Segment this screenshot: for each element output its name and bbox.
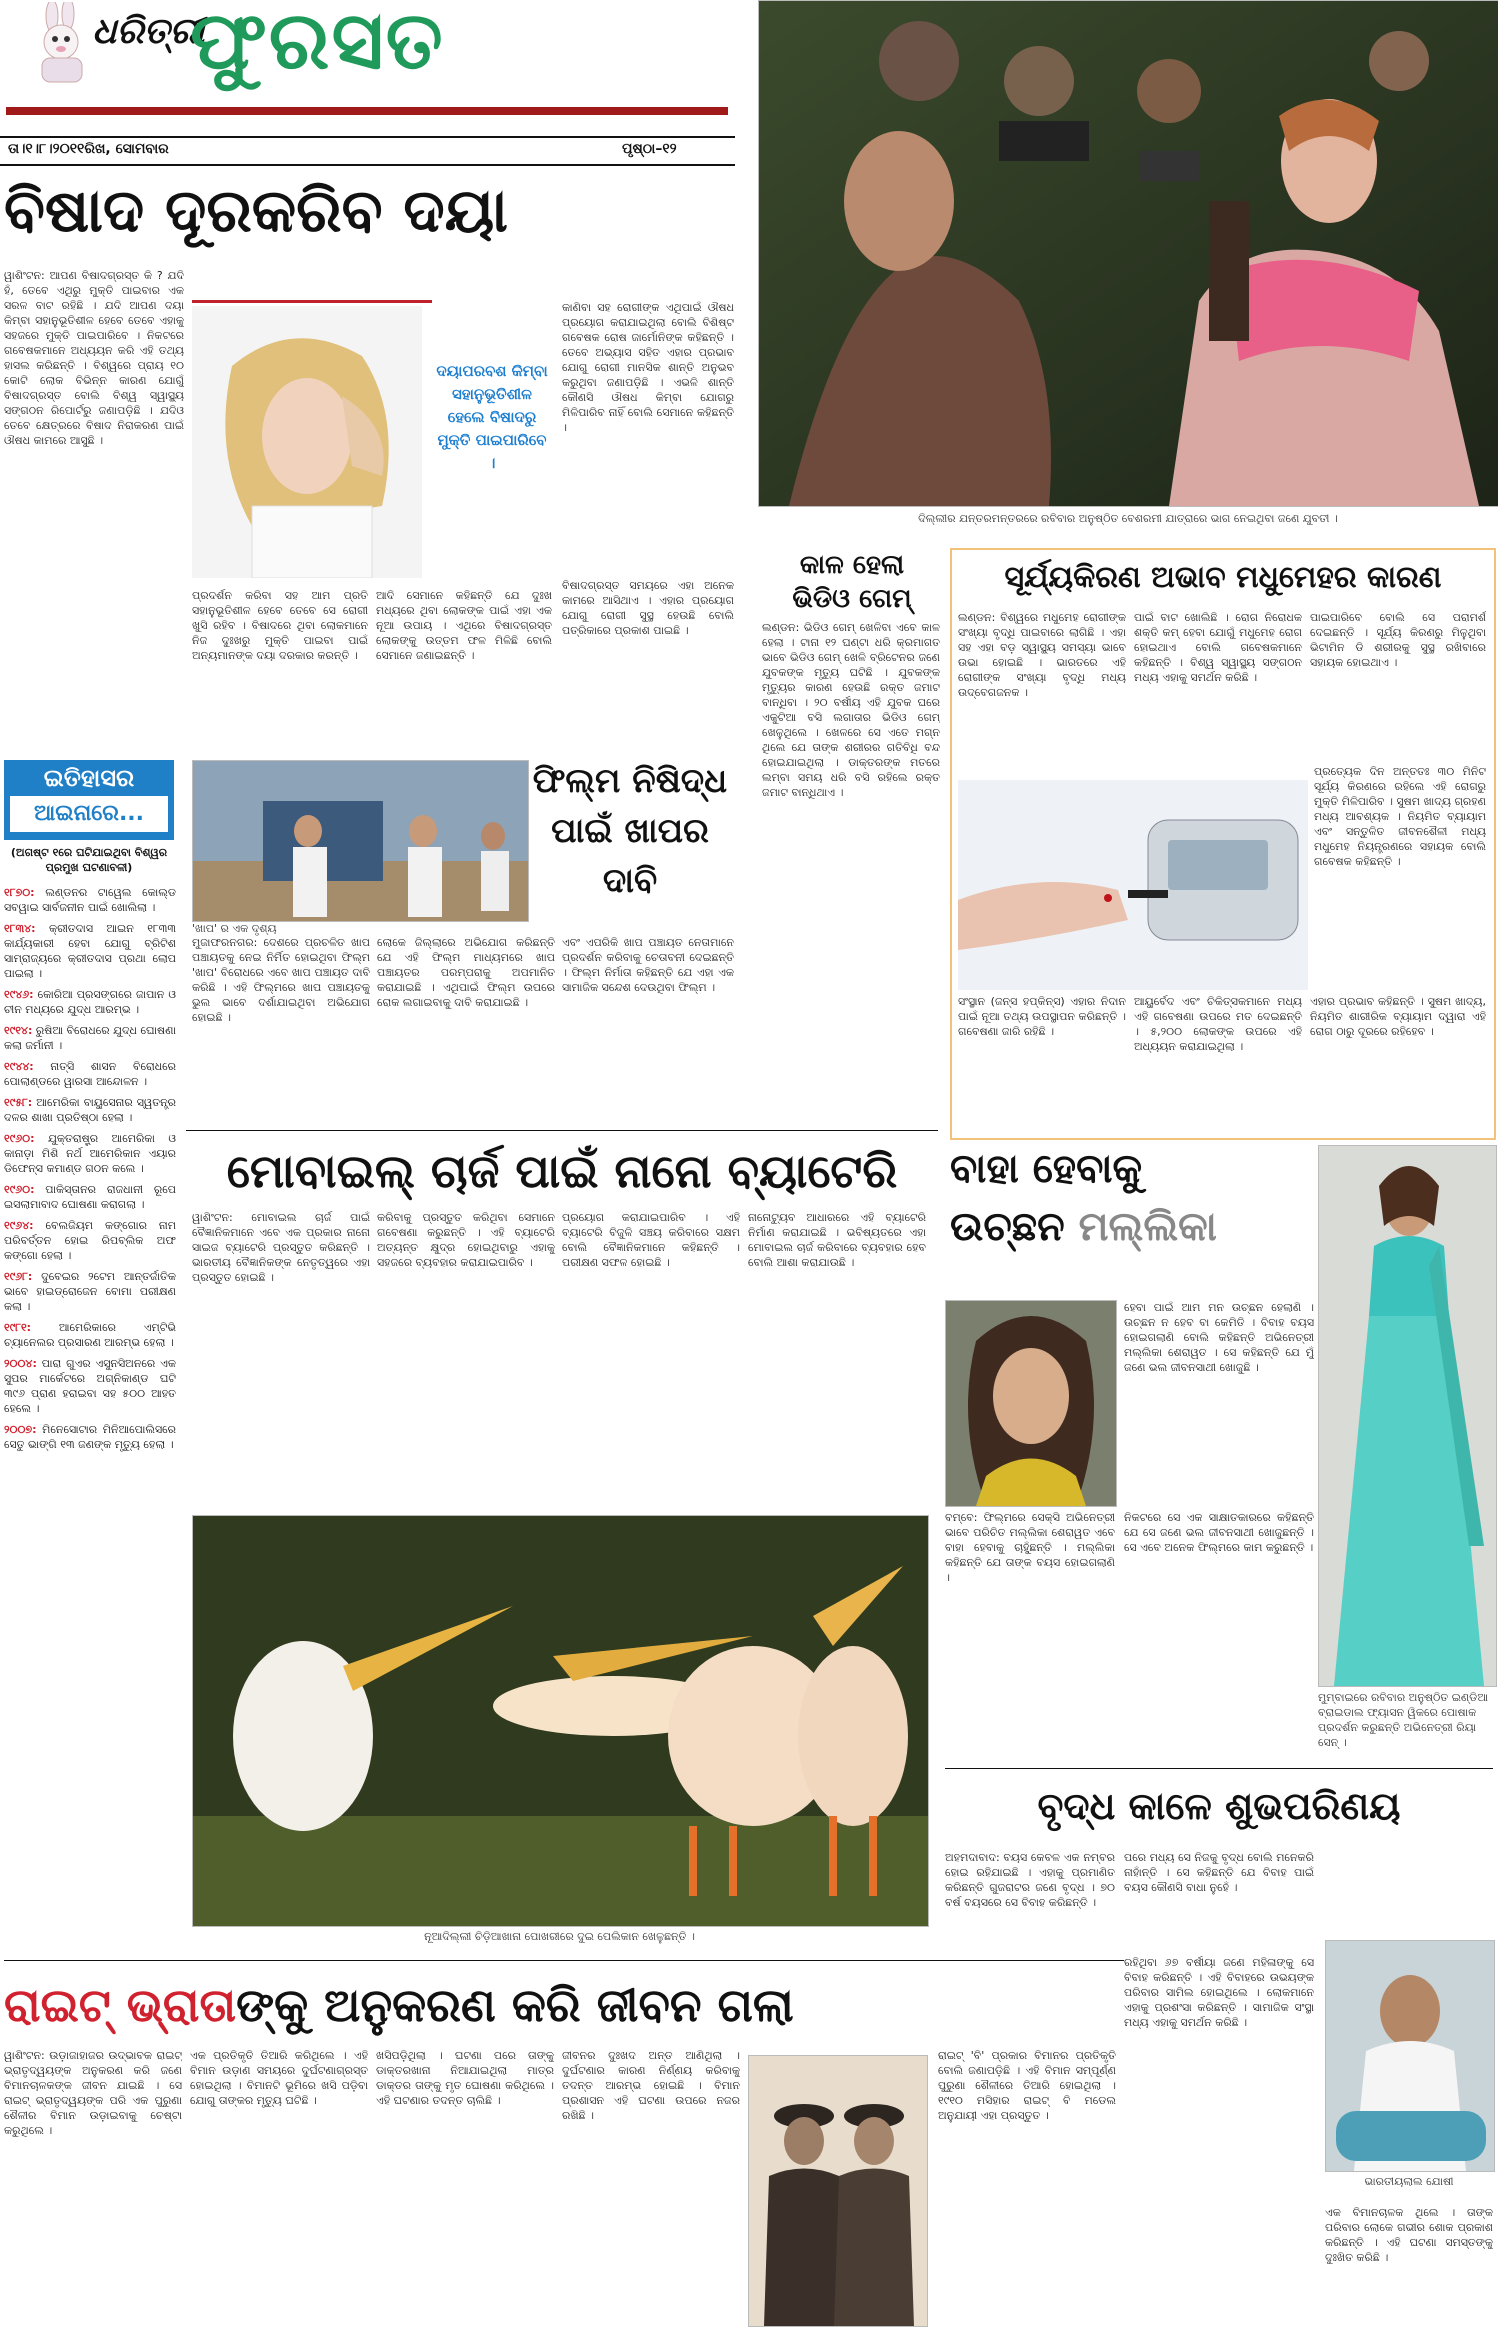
depression-red-rule	[192, 300, 432, 303]
wright-col3: ଖସିପଡ଼ିଥିଲା । ଘଟଣା ପରେ ତାଙ୍କୁ ଡାକ୍ତରଖାନା ନିଆଯାଇଥିଲା ମାତ୍ର ଡାକ୍ତର ତାଙ୍କୁ ମୃତ ଘୋଷଣା କରିଥିଲେ । ଏହି ଘଟଣାର ତଦନ୍ତ ଚାଲିଛି ।	[376, 2049, 554, 2107]
history-subtitle: (ଅଗଷ୍ଟ ୧ରେ ଘଟିଯାଇଥିବା ବିଶ୍ୱର ପ୍ରମୁଖ ଘଟଣାବଳୀ)	[10, 846, 168, 874]
mallika-headline-line2	[950, 1198, 1320, 1256]
film-col2: ଲୋକେ ଜିଲ୍ଲାରେ ଅଭିଯୋଗ କରିଛନ୍ତି ଯେ ଏହି ଫିଲ୍ମ ମାଧ୍ୟମରେ ଖାପ ପଞ୍ଚାୟତର ପରମ୍ପରାକୁ ଅପମାନିତ କରାଯାଇଛି । ଏଥିପାଇଁ ଫିଲ୍ମ ଉପରେ ରୋକ ଲଗାଇବାକୁ ଦାବି କରାଯାଇଛି ।	[377, 936, 555, 1009]
video-game-headline-line1: କାଳ ହେଲା	[799, 550, 905, 580]
marriage-col2: ପରେ ମଧ୍ୟ ସେ ନିଜକୁ ବୃଦ୍ଧ ବୋଲି ମନେକରି ନାହାଁନ୍ତି । ସେ କହିଛନ୍ତି ଯେ ବିବାହ ପାଇଁ ବୟସ କୌଣସି ବାଧା ନୁହେଁ ।	[1124, 1851, 1314, 1894]
history-entry-year: ୧୯୬୮:	[4, 1270, 33, 1283]
wright-col1: ୱାଶିଂଟନ: ଉଡ଼ାଜାହାଜର ଉଦ୍ଭାବକ ରାଇଟ୍ ଭ୍ରାତୃଦ୍ୱୟଙ୍କ ଅନୁକରଣ କରି ଜଣେ ବିମାନଚାଳକଙ୍କ ଜୀବନ ଯାଇଛି । ସେ ରାଇଟ୍ ଭ୍ରାତୃଦ୍ୱୟଙ୍କ ପରି ଏକ ପୁରୁଣା ଶୈଳୀର ବିମାନ ଉଡ଼ାଇବାକୁ ଚେଷ୍ଟା କରୁଥିଲେ ।	[4, 2049, 182, 2137]
wright-col2: ଏକ ପ୍ରତିକୃତି ତିଆରି କରିଥିଲେ । ଏହି ବିମାନ ଉଡ଼ାଣ ସମୟରେ ଦୁର୍ଘଟଣାଗ୍ରସ୍ତ ହୋଇଥିଲା । ବିମାନଟି ଭୂମିରେ ଖସି ପଡ଼ିବା ଯୋଗୁ ତାଙ୍କର ମୃତ୍ୟୁ ଘଟିଛି ।	[190, 2049, 368, 2107]
depression-photo-frame	[192, 300, 552, 580]
history-entry-text: ନାତ୍ସି ଶାସନ ବିରୋଧରେ ପୋଲାଣ୍ଡରେ ୱାରସା ଆନ୍ଦୋଳନ ।	[4, 1060, 176, 1088]
depression-col4: ଆଦି ସେମାନେ କହିଛନ୍ତି ଯେ ଦୁଃଖ ମଧ୍ୟରେ ଥିବା ଲୋକଙ୍କ ପାଇଁ ଏହା ଏକ ନୂଆ ଉପାୟ । ଏଥିରେ ବିଷାଦଗ୍ରସ୍ତ ଲୋକଙ୍କୁ ଉତ୍ତମ ଫଳ ମିଳିଛି ବୋଲି ସେମାନେ ଜଣାଇଛନ୍ତି ।	[376, 589, 552, 662]
marriage-top-rule	[945, 1768, 1493, 1769]
masthead-red-rule	[6, 107, 728, 115]
history-entry	[4, 1356, 176, 1416]
film-headline-line1: ଫିଲ୍ମ ନିଷିଦ୍ଧ	[532, 761, 728, 801]
film-col3: ଏବଂ ଏପରିକି ଖାପ ପଞ୍ଚାୟତ ନେତାମାନେ ପ୍ରଦର୍ଶନ କରିବାକୁ ଚେତାବନୀ ଦେଇଛନ୍ତି । ଫିଲ୍ମ ନିର୍ମାତା କହିଛନ୍ତି ଯେ ଏହା ଏକ ସାମାଜିକ ସନ୍ଦେଶ ଦେଉଥିବା ଫିଲ୍ମ ।	[562, 936, 734, 994]
depression-col1: ୱାଶିଂଟନ: ଆପଣ ବିଷାଦଗ୍ରସ୍ତ କି ? ଯଦି ହଁ, ତେବେ ଏଥିରୁ ମୁକ୍ତି ପାଇବାର ଏକ ସରଳ ବାଟ ରହିଛି । ଯଦି ଆପଣ ଦୟା କିମ୍ବା ସହାନୁଭୂତିଶୀଳ ହେବେ ତେବେ ଏହାକୁ ସହଜରେ ମୁକ୍ତି ପାଇପାରିବେ । ନିକଟରେ ଗବେଷକମାନେ ଅଧ୍ୟୟନ କରି ଏହି ତଥ୍ୟ ହାସଲ କରିଛନ୍ତି । ବିଶ୍ୱରେ ପ୍ରାୟ ୧୦ କୋଟି ଲୋକ ବିଭିନ୍ନ କାରଣ ଯୋଗୁଁ ବିଷାଦଗ୍ରସ୍ତ ବୋଲି ବିଶ୍ୱ ସ୍ୱାସ୍ଥ୍ୟ ସଙ୍ଗଠନ ରିପୋର୍ଟରୁ ଜଣାପଡ଼ିଛି । ଯଦିଓ ତେବେ କ୍ଷେତ୍ରରେ ବିଷାଦ ନିରାକରଣ ପାଇଁ ଔଷଧ କାମରେ ଆସୁଛି ।	[4, 269, 184, 447]
video-game-headline-line2: ଭିଡିଓ ଗେମ୍	[792, 584, 912, 614]
film-col1: ମୁଜାଫରନଗର: ଦେଶରେ ପ୍ରଚଳିତ ଖାପ ପଞ୍ଚାୟତକୁ ନେଇ ନିର୍ମିତ ହୋଇଥିବା ଫିଲ୍ମ 'ଖାପ' ବିରୋଧରେ ଏବେ ଖାପ ପଞ୍ଚାୟତ ଦାବି କରିଛି । ଏହି ଫିଲ୍ମରେ ଖାପ ପଞ୍ଚାୟତକୁ ଭୁଲ ଭାବେ ଦର୍ଶାଯାଇଥିବା ଅଭିଯୋଗ ହୋଇଛି ।	[192, 936, 370, 1024]
history-entry	[4, 1095, 176, 1125]
wright-headline-highlight: ରାଇଟ୍ ଭ୍ରାତା	[4, 1978, 237, 2032]
history-entry-text: ବେଲଜିୟମ କଙ୍ଗୋର ନାମ ପରିବର୍ତ୍ତନ ହୋଇ ରିପବ୍ଲିକ ଅଫ କଙ୍ଗୋ ହେଲା ।	[4, 1219, 176, 1262]
masthead-prefix: ଧରିତ୍ରୀ	[92, 10, 205, 52]
headline-depression: ବିଷାଦ ଦୂରକରିବ ଦୟା	[4, 176, 508, 246]
history-entry-text: ମିନେସୋଟାର ମିନିଆପୋଲିସରେ ସେତୁ ଭାଙ୍ଗି ୧୩ ଜଣଙ୍କ ମୃତ୍ୟୁ ହେଲା ।	[4, 1423, 176, 1451]
photo-old-man	[1325, 1940, 1495, 2172]
battery-top-rule	[186, 1130, 938, 1131]
history-entry-text: ଲଣ୍ଡନର ଟାୱେଲ କୋଲ୍ଡ ସବୱାଇ ସାର୍ବଜନୀନ ପାଇଁ ଖୋଲିଲା ।	[4, 886, 176, 914]
photo-riya-sen	[1318, 1145, 1497, 1687]
video-game-headline	[762, 548, 942, 616]
history-entry-year: ୧୮୭୦:	[4, 886, 35, 899]
history-entry	[4, 1023, 176, 1053]
film-headline-line2: ପାଇଁ ଖାପର	[551, 811, 709, 851]
history-entry-year: ୧୯୫୮:	[4, 1096, 33, 1109]
film-headline	[530, 756, 730, 906]
diabetes-col3: ପାଇପାରିବେ ବୋଲି ସେ ପରାମର୍ଶ ଦେଇଛନ୍ତି । ସୂର୍ଯ୍ୟ କିରଣରୁ ମିଳୁଥିବା ଭିଟାମିନ ଡି ଶରୀରକୁ ସୁସ୍ଥ ରଖିବାରେ ସହାୟକ ହୋଇଥାଏ ।	[1310, 611, 1486, 669]
mallika-headline-line1: ବାହା ହେବାକୁ	[950, 1146, 1143, 1192]
history-entry-year: ୨୦୦୭:	[4, 1423, 37, 1436]
history-entry-year: ୧୯୪୪:	[4, 1060, 34, 1073]
history-entry-year: ୧୯୮୧:	[4, 1321, 32, 1334]
marriage-col1: ଅହମଦାବାଦ: ବୟସ କେବଳ ଏକ ନମ୍ବର ହୋଇ ରହିଯାଇଛି । ଏହାକୁ ପ୍ରମାଣିତ କରିଛନ୍ତି ଗୁଜରାଟର ଜଣେ ବୃଦ୍ଧ । ୭୦ ବର୍ଷ ବୟସରେ ସେ ବିବାହ କରିଛନ୍ତି ।	[945, 1851, 1115, 1909]
battery-col4: ନାନୋଟ୍ୟୁବ ଆଧାରରେ ଏହି ବ୍ୟାଟେରି ନିର୍ମାଣ କରାଯାଇଛି । ଭବିଷ୍ୟତରେ ଏହା ମୋବାଇଲ ଚାର୍ଜ କରିବାରେ ବ୍ୟବହାର ହେବ ବୋଲି ଆଶା କରାଯାଉଛି ।	[748, 1211, 926, 1269]
photo-khap-scene	[192, 760, 529, 922]
history-title-line2: ଆଇନାରେ...	[10, 796, 168, 832]
history-entry-text: ଆମେରିକା ବାୟୁସେନାର ସ୍ୱତନ୍ତ୍ର ଦଳର ଶାଖା ପ୍ରତିଷ୍ଠା ହେଲା ।	[4, 1096, 176, 1124]
masthead	[0, 0, 735, 115]
diabetes-col2: ପାଇଁ ବାଟ ଖୋଲିଛି । ରୋଗ ନିରୋଧକ ଶକ୍ତି କମ୍ ହେବା ଯୋଗୁଁ ମଧୁମେହ ରୋଗ ହୋଇଥାଏ ବୋଲି ଗବେଷକମାନେ କହିଛନ୍ତି । ବିଶ୍ୱ ସ୍ୱାସ୍ଥ୍ୟ ସଙ୍ଗଠନ ମଧ୍ୟ ଏହାକୁ ସମର୍ଥନ କରିଛି ।	[1134, 611, 1302, 684]
mallika-col-left: ବମ୍ବେ: ଫିଲ୍ମରେ ସେକ୍ସି ଅଭିନେତ୍ରୀ ଭାବେ ପରିଚିତ ମଲ୍ଲିକା ଶେରାୱତ ଏବେ ବାହା ହେବାକୁ ଚାହୁଁଛନ୍ତି । ମଲ୍ଲିକା କହିଛନ୍ତି ଯେ ତାଙ୍କ ବୟସ ହୋଇଗଲାଣି ।	[945, 1511, 1115, 1584]
mallika-col-top: ହେବା ପାଇଁ ଆମ ମନ ଉଚ୍ଛନ ହେଲାଣି । ଉଚ୍ଛନ ନ ହେବ ବା କେମିତି । ବିବାହ ବୟସ ହୋଇଗଲାଣି ବୋଲି କହିଛନ୍ତି ଅଭିନେତ୍ରୀ ମଲ୍ଲିକା ଶେରାୱତ । ସେ କହିଛନ୍ତି ଯେ ମୁଁ ଜଣେ ଭଲ ଜୀବନସାଥୀ ଖୋଜୁଛି ।	[1124, 1301, 1314, 1374]
history-entry-year: ୧୯୬୪:	[4, 1219, 34, 1232]
history-entry-year: ୧୯୬୦:	[4, 1183, 35, 1196]
history-list	[4, 885, 176, 1955]
photo-khap-caption: 'ଖାପ' ର ଏକ ଦୃଶ୍ୟ	[192, 922, 277, 935]
wright-headline	[4, 1970, 1119, 2040]
history-entry-text: କୋରିଆ ପ୍ରସଙ୍ଗରେ ଜାପାନ ଓ ଚୀନ ମଧ୍ୟରେ ଯୁଦ୍ଧ ଆରମ୍ଭ ।	[4, 988, 176, 1016]
depression-col3: ପ୍ରଦର୍ଶନ କରିବା ସହ ଆମ ପ୍ରତି ସହାନୁଭୂତିଶୀଳ ହେବେ ତେବେ ସେ ରୋଗୀ ଖୁସି ରହିବ । ବିଷାଦରେ ଥିବା ଲୋକମାନେ ନିଜ ଦୁଃଖରୁ ମୁକ୍ତି ପାଇବା ପାଇଁ ଅନ୍ୟମାନଙ୍କ ଦୟା ଦରକାର କରନ୍ତି ।	[192, 589, 368, 662]
diabetes-lower3: ଏହାର ପ୍ରଭାବ କହିଛନ୍ତି । ସୁଷମ ଖାଦ୍ୟ, ନିୟମିତ ଶାରୀରିକ ବ୍ୟାୟାମ ଦ୍ୱାରା ଏହି ରୋଗ ଠାରୁ ଦୂରରେ ରହିହେବ ।	[1310, 995, 1486, 1038]
history-entry-year: ୧୯୧୪:	[4, 1024, 33, 1037]
wright-col5: ରାଇଟ୍ 'ବି' ପ୍ରକାର ବିମାନର ପ୍ରତିକୃତି ବୋଲି ଜଣାପଡ଼ିଛି । ଏହି ବିମାନ ସମ୍ପୂର୍ଣ୍ଣ ପୁରୁଣା ଶୈଳୀରେ ତିଆରି ହୋଇଥିଲା । ୧୯୧୦ ମସିହାର ରାଇଟ୍ ବି ମଡେଲ ଅନୁଯାୟୀ ଏହା ପ୍ରସ୍ତୁତ ।	[938, 2049, 1116, 2122]
photo-sad-woman	[192, 306, 422, 578]
photo-mallika	[945, 1300, 1117, 1507]
history-entry-year: ୨୦୦୪:	[4, 1357, 37, 1370]
battery-col1: ୱାଶିଂଟନ: ମୋବାଇଲ ଚାର୍ଜ ପାଇଁ ବୈଜ୍ଞାନିକମାନେ ଏବେ ଏକ ପ୍ରକାର ନାନୋ ସାଇଜ ବ୍ୟାଟେରି ପ୍ରସ୍ତୁତ କରିଛନ୍ତି । ଭାରତୀୟ ବୈଜ୍ଞାନିକଙ୍କ ନେତୃତ୍ୱରେ ଏହା ପ୍ରସ୍ତୁତ ହୋଇଛି ।	[192, 1211, 370, 1284]
diabetes-lower2: ଆୟୁର୍ବେଦ ଏବଂ ଚିକିତ୍ସକମାନେ ମଧ୍ୟ ଏହି ଗବେଷଣା ଉପରେ ମତ ଦେଇଛନ୍ତି । ୫,୨୦୦ ଲୋକଙ୍କ ଉପରେ ଏହି ଅଧ୍ୟୟନ କରାଯାଇଥିଲା ।	[1134, 995, 1302, 1053]
video-game-body: ଲଣ୍ଡନ: ଭିଡିଓ ଗେମ୍ ଖେଳିବା ଏବେ କାଳ ହେଲା । ଟାନା ୧୨ ଘଣ୍ଟା ଧରି କ୍ରମାଗତ ଭାବେ ଭିଡିଓ ଗେମ୍ ଖେଳି ବ୍ରିଟେନର ଜଣେ ଯୁବକଙ୍କ ମୃତ୍ୟୁ ଘଟିଛି । ଯୁବକଙ୍କ ମୃତ୍ୟୁର କାରଣ ହେଉଛି ରକ୍ତ ଜମାଟ ବାନ୍ଧିବା । ୨୦ ବର୍ଷୀୟ ଏହି ଯୁବକ ଘରେ ଏକୁଟିଆ ବସି ଲଗାତାର ଭିଡିଓ ଗେମ୍ ଖେଳୁଥିଲେ । ଖେଳରେ ସେ ଏତେ ମଗ୍ନ ଥିଲେ ଯେ ତାଙ୍କ ଶରୀରର ଗତିବିଧି ବନ୍ଦ ହୋଇଯାଇଥିଲା । ଡାକ୍ତରଙ୍କ ମତରେ ଲମ୍ବା ସମୟ ଧରି ବସି ରହିଲେ ରକ୍ତ ଜମାଟ ବାନ୍ଧିଥାଏ ।	[762, 621, 940, 799]
diabetes-lower1: ସଂସ୍ଥାନ (ଜନ୍ସ ହପ୍କିନ୍ସ) ଏହାର ନିଦାନ ପାଇଁ ନୂଆ ତଥ୍ୟ ଉପସ୍ଥାପନ କରିଛନ୍ତି । ଗବେଷଣା ଜାରି ରହିଛି ।	[958, 995, 1126, 1038]
date-rule-bottom	[0, 164, 735, 166]
history-title-box	[4, 760, 174, 840]
history-entry	[4, 1059, 176, 1089]
photo-protest-caption: ଦିଲ୍ଲୀର ଯନ୍ତରମନ୍ତରରେ ରବିବାର ଅନୁଷ୍ଠିତ ବେଶରମୀ ଯାତ୍ରାରେ ଭାଗ ନେଇଥିବା ଜଣେ ଯୁବତୀ ।	[918, 512, 1338, 525]
history-entry	[4, 921, 176, 981]
wright-col6: ଏକ ବିମାନଚାଳକ ଥିଲେ । ତାଙ୍କ ପରିବାର ଲୋକେ ଗଭୀର ଶୋକ ପ୍ରକାଶ କରିଛନ୍ତି । ଏହି ଘଟଣା ସମସ୍ତଙ୍କୁ ଦୁଃଖିତ କରିଛି ।	[1325, 2206, 1493, 2264]
depression-col5: ବିଷାଦଗ୍ରସ୍ତ ସମୟରେ ଏହା ଅନେକ କାମରେ ଆସିଥାଏ । ଏହାର ପ୍ରୟୋଗ ଯୋଗୁ ରୋଗୀ ସୁସ୍ଥ ହେଉଛି ବୋଲି ପତ୍ରିକାରେ ପ୍ରକାଶ ପାଇଛି ।	[562, 579, 734, 637]
history-entry-year: ୧୯୪୬:	[4, 988, 34, 1001]
history-entry-text: ରୁଷିଆ ବିରୋଧରେ ଯୁଦ୍ଧ ଘୋଷଣା କଲା ଜର୍ମାନୀ ।	[4, 1024, 176, 1052]
battery-col3: ପ୍ରୟୋଗ କରାଯାଇପାରିବ । ଏହି ବ୍ୟାଟେରି ବିଜୁଳି ସଞ୍ଚୟ କରିବାରେ ସକ୍ଷମ ବୋଲି ବୈଜ୍ଞାନିକମାନେ କହିଛନ୍ତି । ପରୀକ୍ଷଣ ସଫଳ ହୋଇଛି ।	[562, 1211, 740, 1269]
date-rule-top	[0, 136, 735, 138]
depression-col2: କାଣିବା ସହ ରୋଗୀଙ୍କ ଏଥିପାଇଁ ଔଷଧ ପ୍ରୟୋଗ କରାଯାଇଥିଲା ବୋଲି ବିଶିଷ୍ଟ ଗବେଷକ ରୋଷ ଜାର୍ମୋନିଙ୍କ କହିଛନ୍ତି । ତେବେ ଅଭ୍ୟାସ ସହିତ ଏହାର ପ୍ରଭାବ ଯୋଗୁ ରୋଗୀ ମାନସିକ ଶାନ୍ତି ଅନୁଭବ କରୁଥିବା ଜଣାପଡ଼ିଛି । ଏଭଳି ଶାନ୍ତି କୌଣସି ଔଷଧ କିମ୍ବା ଯୋଗରୁ ମିଳିପାରିବ ନାହିଁ ବୋଲି ସେମାନେ କହିଛନ୍ତି ।	[562, 301, 734, 434]
marriage-headline: ବୃଦ୍ଧ କାଳେ ଶୁଭପରିଣୟ	[1037, 1784, 1401, 1828]
mallika-headline	[950, 1140, 1320, 1256]
date-line: ତା।୧।୮।୨୦୧୧ରିଖ, ସୋମବାର	[8, 141, 169, 157]
diabetes-col4: ପ୍ରତ୍ୟେକ ଦିନ ଅନ୍ତତଃ ୩୦ ମିନିଟ ସୂର୍ଯ୍ୟ କିରଣରେ ରହିଲେ ଏହି ରୋଗରୁ ମୁକ୍ତି ମିଳିପାରିବ । ସୁଷମ ଖାଦ୍ୟ ଗ୍ରହଣ ମଧ୍ୟ ଆବଶ୍ୟକ । ନିୟମିତ ବ୍ୟାୟାମ ଏବଂ ସନ୍ତୁଳିତ ଜୀବନଶୈଳୀ ମଧ୍ୟ ମଧୁମେହ ନିୟନ୍ତ୍ରଣରେ ସହାୟକ ବୋଲି ଗବେଷକ କହିଛନ୍ତି ।	[1314, 765, 1486, 868]
history-entry	[4, 1320, 176, 1350]
history-entry-year: ୧୮୩୪:	[4, 922, 36, 935]
photo-glucose-meter	[958, 780, 1308, 990]
photo-protest	[758, 0, 1498, 507]
history-entry	[4, 987, 176, 1017]
diabetes-headline: ସୂର୍ଯ୍ୟକିରଣ ଅଭାବ ମଧୁମେହର କାରଣ	[1004, 560, 1442, 595]
history-entry-text: କ୍ରୀତଦାସ ଆଇନ ୧୮୩୩ କାର୍ଯ୍ୟକାରୀ ହେବା ଯୋଗୁ ବ୍ରିଟିଶ ସାମ୍ରାଜ୍ୟରେ କ୍ରୀତଦାସ ପ୍ରଥା ଲୋପ ପାଇଲା ।	[4, 922, 176, 980]
mallika-headline-part-a: ଉଚ୍ଛନ	[950, 1204, 1065, 1250]
film-headline-line3: ଦାବି	[602, 861, 658, 901]
mallika-headline-part-b: ମଲ୍ଲିକା	[1078, 1204, 1217, 1250]
battery-col2: କରିବାକୁ ପ୍ରସ୍ତୁତ କରିଥିବା ସେମାନେ ଗବେଷଣା କରୁଛନ୍ତି । ଏହି ବ୍ୟାଟେରି ଅତ୍ୟନ୍ତ କ୍ଷୁଦ୍ର ହୋଇଥିବାରୁ ଏହାକୁ ସହଜରେ ବ୍ୟବହାର କରାଯାଇପାରିବ ।	[377, 1211, 555, 1269]
wright-top-rule	[4, 1960, 1124, 1961]
history-entry-text: ପାକିସ୍ତାନର ରାଜଧାନୀ ରୂପେ ଇସଲାମାବାଦ ଘୋଷଣା କରାଗଲା ।	[4, 1183, 176, 1211]
photo-pelicans-caption: ନୂଆଦିଲ୍ଲୀ ଚିଡ଼ିଆଖାନା ପୋଖରୀରେ ଦୁଇ ପେଲିକାନ ଖେଳୁଛନ୍ତି ।	[424, 1930, 695, 1943]
history-entry-text: ଯୁକ୍ତରାଷ୍ଟ୍ର ଆମେରିକା ଓ କାନାଡ଼ା ମିଶି ନର୍ଥ ଆମେରିକାନ ଏୟାର ଡିଫେନ୍ସ କମାଣ୍ଡ ଗଠନ କଲେ ।	[4, 1132, 176, 1175]
masthead-title: ଫୁରସତ	[190, 0, 445, 87]
history-entry-text: ପାରା ଗୁଏର ଏସୁନସିଅନରେ ଏକ ସୁପର ମାର୍କେଟରେ ଅଗ୍ନିକାଣ୍ଡ ଘଟି ୩୯୬ ପ୍ରାଣ ହରାଇବା ସହ ୫୦୦ ଆହତ ହେଲେ ।	[4, 1357, 176, 1415]
history-entry-year: ୧୯୬୦:	[4, 1132, 35, 1145]
diabetes-col1: ଲଣ୍ଡନ: ବିଶ୍ୱରେ ମଧୁମେହ ରୋଗୀଙ୍କ ସଂଖ୍ୟା ବୃଦ୍ଧି ପାଇବାରେ ଲାଗିଛି । ଏହା ସହ ଏହା ବଡ଼ ସ୍ୱାସ୍ଥ୍ୟ ସମସ୍ୟା ଭାବେ ଉଭା ହୋଇଛି । ଭାରତରେ ଏହି ରୋଗୀଙ୍କ ସଂଖ୍ୟା ବୃଦ୍ଧି ମଧ୍ୟ ଉଦ୍ବେଗଜନକ ।	[958, 611, 1126, 699]
history-entry	[4, 1131, 176, 1176]
photo-riya-sen-caption: ମୁମ୍ବାଇରେ ରବିବାର ଅନୁଷ୍ଠିତ ଇଣ୍ଡିଆ ବ୍ରାଇଡାଲ ଫ୍ୟାସନ ୱିକରେ ପୋଷାକ ପ୍ରଦର୍ଶନ କରୁଛନ୍ତି ଅଭିନେତ୍ରୀ ରିୟା ସେନ୍ ।	[1318, 1691, 1488, 1749]
wright-col4: ଜୀବନର ଦୁଃଖଦ ଅନ୍ତ ଆଣିଥିଲା । ଦୁର୍ଘଟଣାର କାରଣ ନିର୍ଣ୍ଣୟ କରିବାକୁ ତଦନ୍ତ ଆରମ୍ଭ ହୋଇଛି । ବିମାନ ପ୍ରଶାସନ ଏହି ଘଟଣା ଉପରେ ନଜର ରଖିଛି ।	[562, 2049, 740, 2122]
history-title-line1: ଇତିହାସର	[43, 764, 135, 792]
bunny-logo	[28, 2, 98, 84]
battery-headline: ମୋବାଇଲ୍ ଚାର୍ଜ ପାଇଁ ନାନୋ ବ୍ୟାଟେରି	[226, 1144, 898, 1198]
photo-wright-brothers	[748, 2055, 928, 2327]
wright-headline-rest: ଙ୍କୁ ଅନୁକରଣ କରି ଜୀବନ ଗଲା	[236, 1978, 794, 2032]
photo-pelicans	[192, 1515, 929, 1927]
history-entry-text: ଦୁବେଇର ୨ଟେମ ଆନ୍ତର୍ଜାତିକ ଭାବେ ହାଇଡ୍ରୋଜେନ ବୋମା ପରୀକ୍ଷଣ କଲା ।	[4, 1270, 176, 1313]
history-entry	[4, 885, 176, 915]
history-entry	[4, 1422, 176, 1452]
mallika-col-mid: ନିକଟରେ ସେ ଏକ ସାକ୍ଷାତକାରରେ କହିଛନ୍ତି ଯେ ସେ ଜଣେ ଭଲ ଜୀବନସାଥୀ ଖୋଜୁଛନ୍ତି । ସେ ଏବେ ଅନେକ ଫିଲ୍ମରେ କାମ କରୁଛନ୍ତି ।	[1124, 1511, 1314, 1554]
page-number: ପୃଷ୍ଠା–୧୨	[622, 141, 677, 157]
photo-old-man-caption: ଭାରତୀୟଲାଲ ଯୋଷୀ	[1364, 2175, 1454, 2188]
history-entry-text: ଆମେରିକାରେ ଏମ୍ଟିଭି ଚ୍ୟାନେଲର ପ୍ରସାରଣ ଆରମ୍ଭ ହେଲା ।	[4, 1321, 176, 1349]
history-entry	[4, 1218, 176, 1263]
history-entry	[4, 1269, 176, 1314]
depression-pullquote: ଦୟାପରବଶ କିମ୍ବା ସହାନୁଭୂତିଶୀଳ ହେଲେ ବିଷାଦରୁ ମୁକ୍ତି ପାଇପାରିବେ ।	[436, 362, 548, 472]
marriage-col3: ରହିଥିବା ୬୭ ବର୍ଷୀୟା ଜଣେ ମହିଳାଙ୍କୁ ସେ ବିବାହ କରିଛନ୍ତି । ଏହି ବିବାହରେ ଉଭୟଙ୍କ ପରିବାର ସାମିଲ ହୋଇଥିଲେ । ଲୋକମାନେ ଏହାକୁ ପ୍ରଶଂସା କରିଛନ୍ତି । ସାମାଜିକ ସଂସ୍ଥା ମଧ୍ୟ ଏହାକୁ ସମର୍ଥନ କରିଛି ।	[1124, 1956, 1314, 2029]
history-entry	[4, 1182, 176, 1212]
